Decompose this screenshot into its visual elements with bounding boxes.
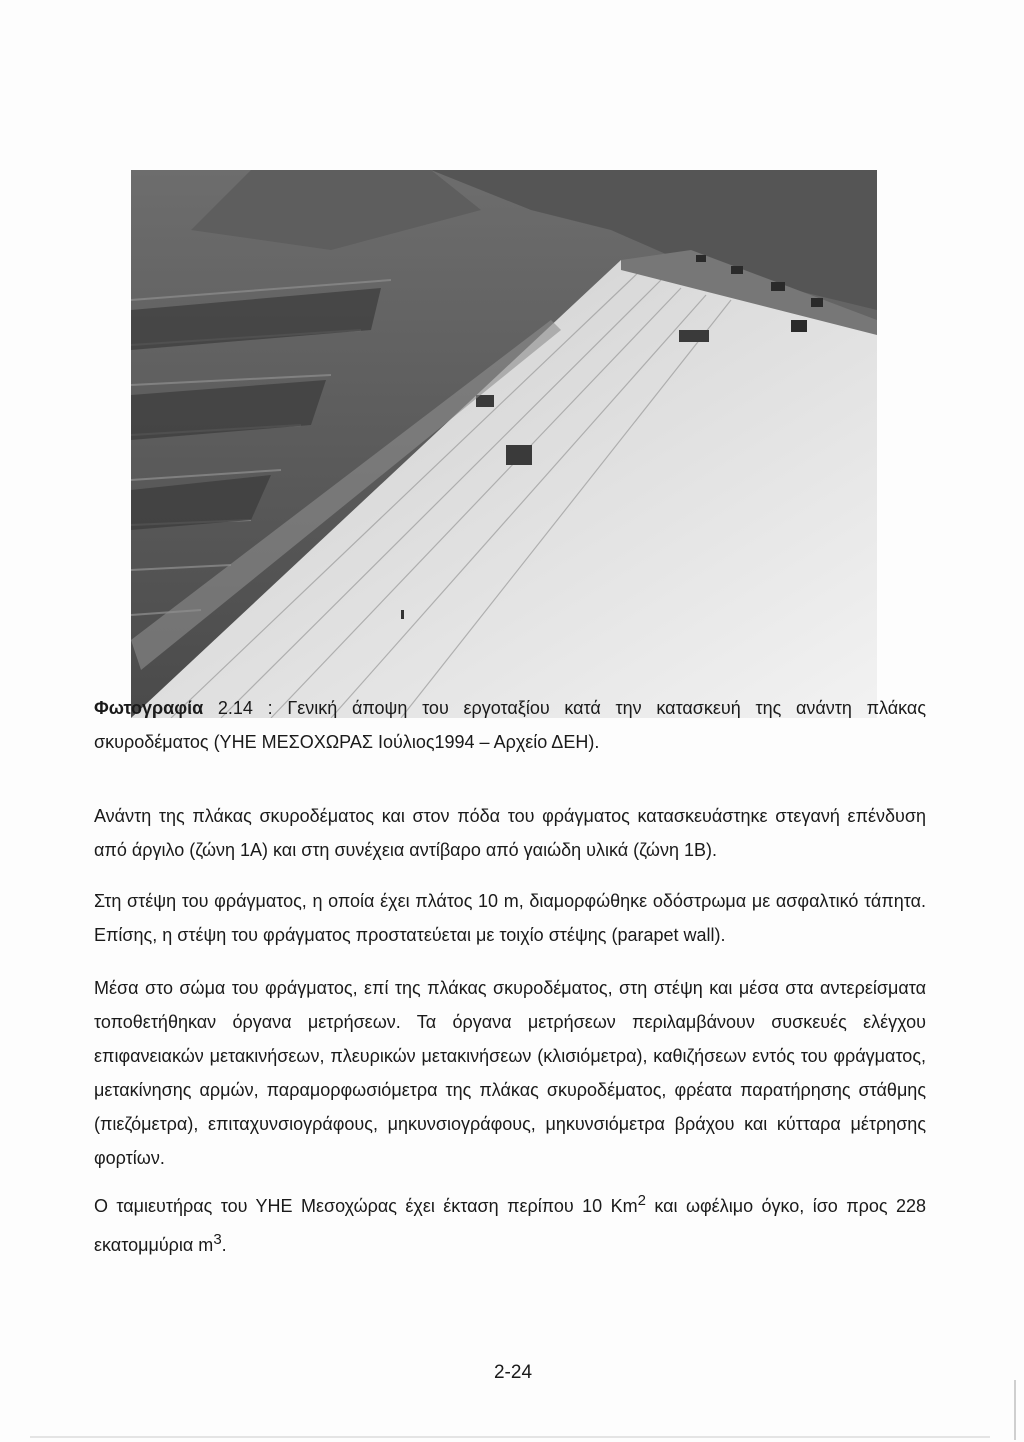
- scan-edge-right: [1014, 1380, 1016, 1440]
- dam-construction-photo: [131, 170, 877, 718]
- paragraph-instrumentation: Μέσα στο σώμα του φράγματος, επί της πλάκας σκυροδέματος, στη στέψη και μέσα στα αντερείσματα τοποθετήθηκαν όργανα μετρήσεων. Τα όργανα μετρήσεων περιλαμβάνουν συσκευές ελέγχου επιφανειακών μετακινήσεων, πλευρικών μετακινήσεων (κλισιόμετρα), καθιζήσεων εντός του φράγματος, μετακίνησης αρμών, παραμορφωσιόμετρα της πλάκας σκυροδέματος, φρέατα παρατήρησης στάθμης (πιεζόμετρα), επιταχυνσιογράφους, μηκυνσιογράφους, μηκυνσιόμετρα βράχου και κύτταρα μέτρησης φορτίων.: [94, 978, 926, 1168]
- paragraph-crest-road: Στη στέψη του φράγματος, η οποία έχει πλάτος 10 m, διαμορφώθηκε οδόστρωμα με ασφαλτικό τάπητα. Επίσης, η στέψη του φράγματος προστατεύεται με τοιχίο στέψης (parapet wall).: [94, 891, 926, 945]
- paragraph-reservoir: [94, 1184, 926, 1262]
- reservoir-text-a: Ο ταμιευτήρας του ΥΗΕ Μεσοχώρας έχει έκταση περίπου 10 Km: [94, 1196, 638, 1216]
- reservoir-sup-area: 2: [637, 1192, 646, 1209]
- caption-label: Φωτογραφία: [94, 698, 204, 718]
- reservoir-text-b: και ωφέλιμο όγκο, ίσο προς 228 εκατομμύρια m: [94, 1196, 926, 1255]
- reservoir-text-c: .: [221, 1235, 227, 1255]
- page-number: 2-24: [493, 1362, 533, 1383]
- paragraph-clay-blanket: Ανάντη της πλάκας σκυροδέματος και στον πόδα του φράγματος κατασκευάστηκε στεγανή επένδυση από άργιλο (ζώνη 1Α) και στη συνέχεια αντίβαρο από γαιώδη υλικά (ζώνη 1Β).: [94, 806, 926, 860]
- caption-text: : Γενική άποψη του εργοταξίου κατά την κατασκευή της ανάντη πλάκας σκυροδέματος (ΥΗΕ ΜΕΣΟΧΩΡΑΣ Ιούλιος1994 – Αρχείο ΔΕΗ).: [94, 698, 926, 752]
- scan-edge-bottom: [30, 1436, 990, 1438]
- caption-number: 2.14: [217, 698, 253, 718]
- dam-photo-image: [131, 170, 877, 718]
- reservoir-sup-volume: 3: [213, 1231, 222, 1248]
- photo-caption: [94, 691, 926, 759]
